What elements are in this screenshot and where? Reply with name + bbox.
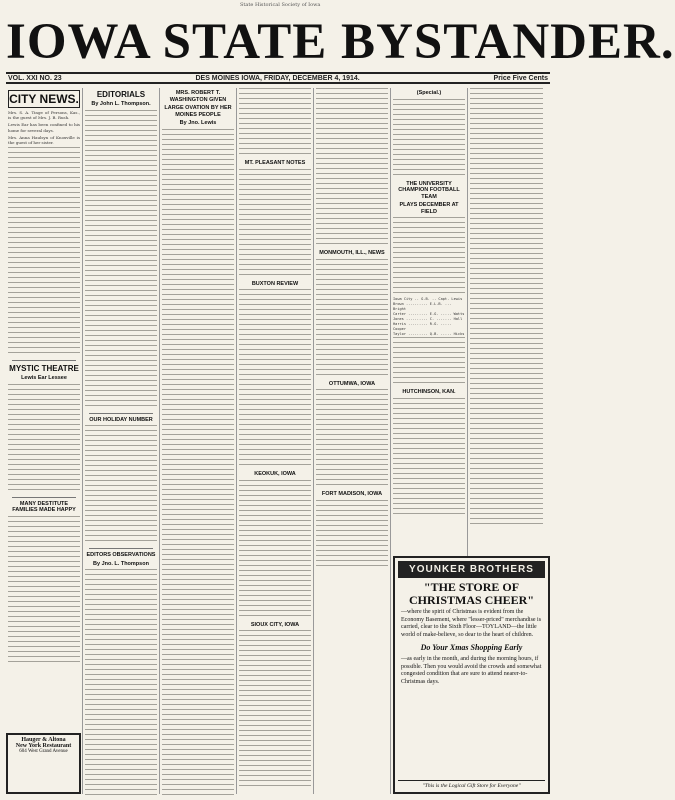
article-text-block [470,88,543,528]
article-text-block [393,337,465,387]
lineup-row: Iowa City .. G.B. .. Capt. Lewis [393,297,463,301]
lineup-table [393,297,465,337]
divider [89,548,153,549]
article-text-block [316,389,388,489]
article-text-block [393,99,465,179]
article-text-block [85,569,157,799]
publication-date: DES MOINES IOWA, FRIDAY, DECEMBER 4, 1914. [195,74,360,82]
divider [89,413,153,414]
news-item: Lewis Ear has been confined to his home for several days. [8,122,80,133]
special-heading: (Special.) [416,90,442,96]
washington-ovation-heading: MRS. ROBERT T. WASHINGTON GIVEN [169,90,227,103]
column-3 [160,88,237,794]
article-text-block [239,169,311,279]
football-team-subheading: PLAYS DECEMBER AT FIELD [399,202,459,215]
article-text-block [8,516,80,666]
divider [12,497,76,498]
washington-ovation-subheading: LARGE OVATION BY HER MOINES PEOPLE [164,105,232,118]
editorials-heading: EDITORIALS [96,90,146,99]
news-item: Mrs. S. A. Tinge of Persons, Kas., is the guest of Mrs. J. B. Rush. [8,110,80,121]
article-text-block [316,88,388,248]
article-text-block [239,630,311,790]
restaurant-ad [6,733,81,794]
masthead-title: IOWA STATE BYSTANDER. [6,14,675,70]
washington-byline: By Jno. Lewis [179,120,217,126]
article-text-block [8,147,80,357]
price-label: Price Five Cents [493,74,548,82]
destitute-families-heading: MANY DESTITUTE FAMILIES MADE HAPPY [12,500,76,514]
lineup-row: Taylor ......... Q.B. ..... Hicks [393,332,465,336]
dateline-bar [6,72,550,84]
mt-pleasant-heading: MT. PLEASANT NOTES [244,160,306,166]
lineup-row: Carter ......... E.G. ..... Watts [393,312,465,316]
editorial-byline: By John L. Thompson. [91,101,151,107]
buxton-heading: BUXTON REVIEW [251,280,299,287]
divider [12,360,76,361]
column-1 [6,88,83,794]
article-text-block [85,110,157,410]
column-2 [83,88,160,794]
sioux-city-heading: SIOUX CITY, IOWA [250,621,300,628]
editors-observations-heading: EDITORS OBSERVATIONS [86,552,156,558]
volume-number: VOL. XXI NO. 23 [8,74,62,82]
mystic-theatre-heading: MYSTIC THEATRE [9,364,79,374]
ad-footer: "This is the Logical Gift Store for Everyone" [398,780,545,789]
article-text-block [393,217,465,297]
ad-call-to-action: Do Your Xmas Shopping Early [420,643,523,652]
ad-headline: "THE STORE OF CHRISTMAS CHEER" [408,580,534,607]
theatre-lessee: Lewis Ear Lessee [21,375,67,382]
article-text-block [316,500,388,570]
article-text-block [8,384,80,494]
monmouth-heading: MONMOUTH, ILL., NEWS [319,250,385,256]
ad-body-2: —as early in the month, and during the morning hours, if possible. Then you would avoid the crowds and somewhat congested condition that are sure to attend nearer-to-Christmas days. [401,656,542,685]
article-text-block [316,259,388,379]
football-team-heading: THE UNIVERSITY CHAMPION FOOTBALL TEAM [398,180,460,200]
lineup-row: Harris ......... R.G. ..... Cooper [393,322,452,331]
ottumwa-heading: OTTUMWA, IOWA [328,380,376,387]
younker-brothers-ad [393,556,550,794]
restaurant-owners: Hauger & Altona [21,737,66,743]
hutchinson-heading: HUTCHINSON, KAN. [402,389,456,395]
news-item: Mrs. Anna Haulsyn of Knoxville is the guest of her sister. [8,134,80,146]
article-text-block [239,88,311,158]
restaurant-name: New York Restaurant [15,743,72,749]
lineup-row: Jones .......... C. ....... Hall [393,317,463,321]
restaurant-address: 604 West Grand Avenue [19,749,68,754]
library-stamp: State Historical Society of Iowa [240,2,321,8]
article-text-block [162,129,234,799]
lineup-row: Brown .......... E.L.B. ... Bright [393,302,452,311]
city-news-heading: CITY NEWS. [9,92,79,106]
ad-body: —where the spirit of Christmas is evident from the Economy Basement, where "lesser-priced" merchandise is carried, clear to the Sixth Floor—TOYLAND—the little world of make-believe, so dear to the heart of children. [401,609,542,638]
column-4 [237,88,314,794]
article-text-block [239,289,311,469]
article-text-block [85,425,157,545]
column-5 [314,88,391,794]
fort-madison-heading: FORT MADISON, IOWA [321,491,383,497]
ad-brand: YOUNKER BROTHERS [398,561,545,578]
keokuk-heading: KEOKUK, IOWA [254,471,296,477]
article-text-block [393,398,465,518]
article-text-block [239,480,311,620]
observations-byline: By Jno. L. Thompson [93,560,149,567]
holiday-number-heading: OUR HOLIDAY NUMBER [89,416,153,423]
